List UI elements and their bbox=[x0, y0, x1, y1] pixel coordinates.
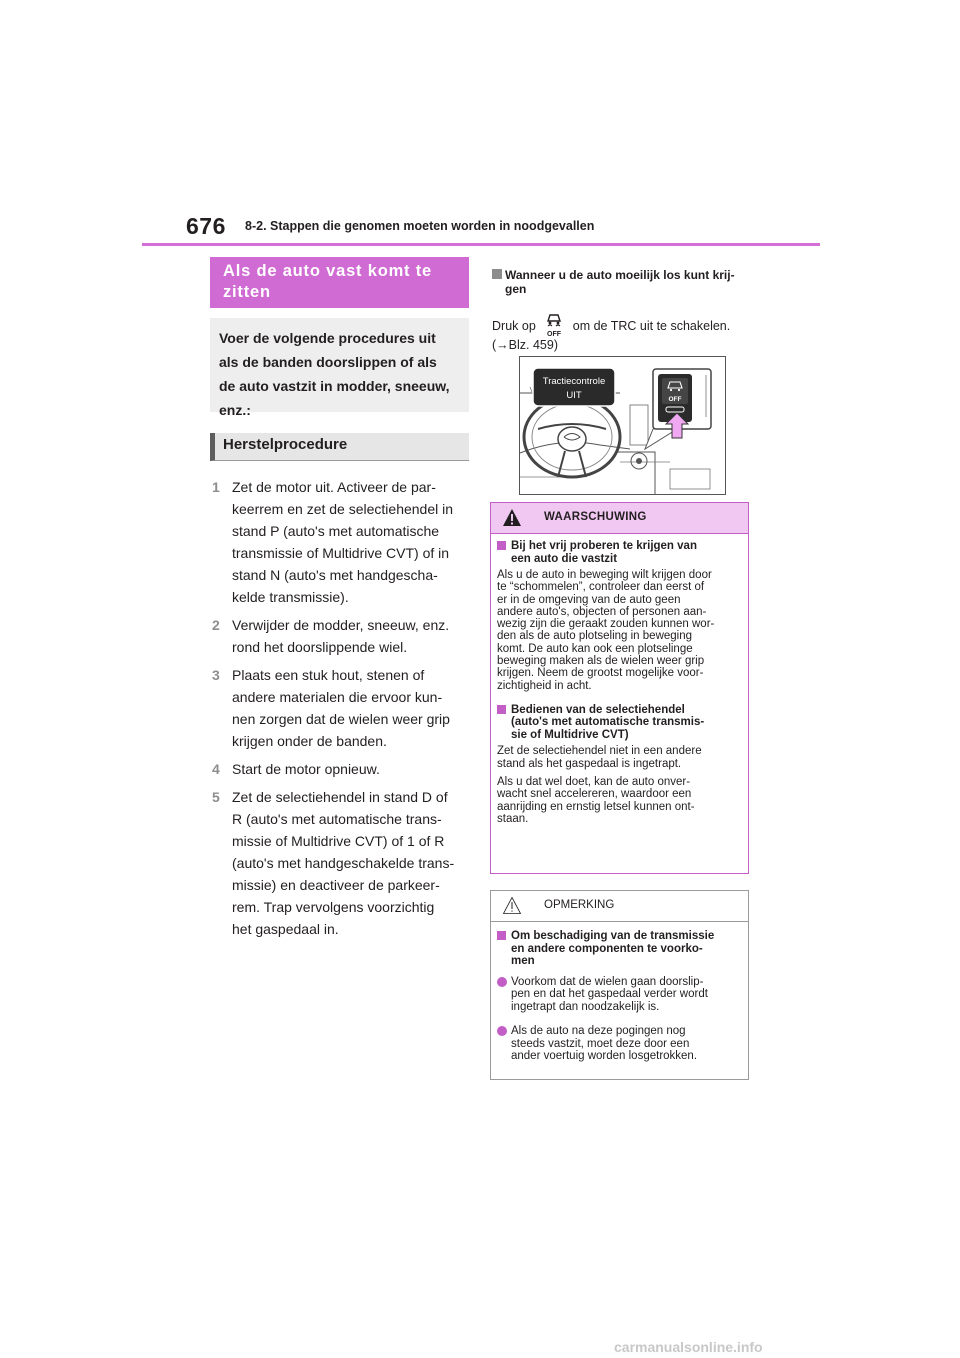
step-line: Zet de selectiehendel in stand D of bbox=[232, 789, 448, 805]
heading-line: Wanneer u de auto moeilijk los kunt krij- bbox=[505, 268, 735, 282]
text-line: steeds vastzit, moet deze door een bbox=[511, 1037, 690, 1050]
text-line: aanrijding en ernstig letsel kunnen ont- bbox=[497, 800, 695, 813]
intro-line: Voer de volgende procedures uit bbox=[219, 330, 436, 346]
step-line: het gaspedaal in. bbox=[232, 921, 339, 937]
step-line: kelde transmissie). bbox=[232, 589, 349, 605]
step-3 bbox=[212, 664, 474, 752]
header-rule bbox=[142, 243, 820, 246]
page-reference: (→Blz. 459) bbox=[492, 338, 558, 352]
text-line: andere auto's, objecten of personen aan- bbox=[497, 605, 707, 618]
note-box bbox=[490, 890, 749, 1080]
step-number: 4 bbox=[212, 761, 220, 777]
text-line: er in de omgeving van de auto geen bbox=[497, 593, 681, 606]
step-line: (auto's met handgeschakelde trans- bbox=[232, 855, 455, 871]
step-line: nen zorgen dat de wielen weer grip bbox=[232, 711, 450, 727]
step-line: andere materialen die ervoor kun- bbox=[232, 689, 443, 705]
section-title bbox=[210, 257, 469, 308]
note-heading bbox=[497, 930, 742, 968]
text-line: komt. De auto kan ook een plotselinge bbox=[497, 642, 693, 655]
text-line: pen en dat het gaspedaal verder wordt bbox=[511, 988, 708, 1000]
trc-icon-label: OFF bbox=[547, 331, 562, 338]
text-line: ander voertuig worden losgetrokken. bbox=[511, 1050, 698, 1062]
press-text-before: Druk op bbox=[492, 319, 536, 333]
trc-button-label: OFF bbox=[668, 396, 682, 403]
text-line: den als de auto plotseling in beweging bbox=[497, 630, 693, 643]
warning-paragraph bbox=[497, 745, 742, 770]
warning-triangle-icon bbox=[502, 508, 522, 527]
step-number: 5 bbox=[212, 789, 220, 805]
note-bullet bbox=[497, 976, 742, 1014]
note-bullet bbox=[497, 1025, 742, 1063]
step-4 bbox=[212, 758, 474, 780]
page-number: 676 bbox=[186, 213, 226, 239]
text-line: staan. bbox=[497, 812, 529, 825]
step-line: rem. Trap vervolgens voorzichtig bbox=[232, 899, 435, 915]
step-line: transmissie of Multidrive CVT) of in bbox=[232, 545, 450, 561]
text-line: krijgen. Neem de grootst mogelijke voor- bbox=[497, 667, 704, 680]
step-line: Zet de motor uit. Activeer de par- bbox=[232, 479, 436, 495]
square-bullet-icon bbox=[497, 541, 506, 550]
circle-bullet-icon bbox=[497, 977, 507, 987]
heading-line: Bedienen van de selectiehendel bbox=[511, 703, 685, 716]
caution-triangle-icon bbox=[502, 896, 522, 915]
warning-header bbox=[491, 503, 748, 534]
intro-line: als de banden doorslippen of als bbox=[219, 354, 437, 370]
text-line: wacht snel accelereren, waardoor een bbox=[497, 788, 692, 801]
watermark: carmanualsonline.info bbox=[614, 1339, 763, 1355]
step-number: 2 bbox=[212, 617, 220, 633]
step-line: Start de motor opnieuw. bbox=[232, 761, 380, 777]
text-line: zichtigheid in acht. bbox=[497, 679, 592, 692]
note-title: OPMERKING bbox=[544, 899, 615, 911]
intro-line: enz.: bbox=[219, 402, 251, 418]
intro-line: de auto vastzit in modder, sneeuw, bbox=[219, 378, 450, 394]
press-text-after: om de TRC uit te schakelen. bbox=[572, 319, 731, 333]
step-line: rond het doorslippende wiel. bbox=[232, 639, 408, 655]
text-line: ingetrapt dan noodzakelijk is. bbox=[511, 1000, 660, 1013]
square-bullet-icon bbox=[497, 705, 506, 714]
callout-label-line2: UIT bbox=[566, 390, 582, 401]
step-number: 1 bbox=[212, 479, 220, 495]
step-1 bbox=[212, 476, 474, 608]
callout-label-line1: Tractiecontrole bbox=[542, 376, 606, 387]
text-line: Als u dat wel doet, kan de auto onver- bbox=[497, 776, 691, 789]
text-line: Voorkom dat de wielen gaan doorslip- bbox=[511, 975, 704, 988]
square-bullet-icon bbox=[492, 269, 502, 279]
heading-line: men bbox=[511, 955, 535, 967]
heading-line: sie of Multidrive CVT) bbox=[511, 728, 629, 741]
heading-line: en andere componenten te voorko- bbox=[511, 942, 703, 955]
text-line: Als de auto na deze pogingen nog bbox=[511, 1025, 686, 1037]
note-header bbox=[491, 891, 748, 922]
press-instruction bbox=[492, 312, 762, 353]
text-line: Als u de auto in beweging wilt krijgen door bbox=[497, 569, 712, 581]
step-number: 3 bbox=[212, 667, 220, 683]
right-heading bbox=[492, 269, 756, 296]
text-line: te “schommelen”, controleer dan eerst of bbox=[497, 581, 705, 594]
step-line: krijgen onder de banden. bbox=[232, 733, 387, 749]
heading-line: Bij het vrij proberen te krijgen van bbox=[511, 540, 697, 552]
heading-line: Om beschadiging van de transmissie bbox=[511, 930, 715, 942]
dashboard-illustration bbox=[519, 356, 726, 495]
step-line: Plaats een stuk hout, stenen of bbox=[232, 667, 425, 683]
text-line: beweging maken als de wielen weer grip bbox=[497, 655, 705, 668]
intro-box bbox=[210, 318, 469, 418]
step-line: missie of Multidrive CVT) of 1 of R bbox=[232, 833, 445, 849]
circle-bullet-icon bbox=[497, 1026, 507, 1036]
step-line: Verwijder de modder, sneeuw, enz. bbox=[232, 617, 450, 633]
warning-paragraph bbox=[497, 569, 742, 692]
step-line: stand N (auto's met handgescha- bbox=[232, 567, 438, 583]
heading-line: gen bbox=[505, 281, 527, 296]
text-line: Zet de selectiehendel niet in een andere bbox=[497, 745, 702, 758]
text-line: wezig zijn die geraakt zouden kunnen wor- bbox=[497, 618, 715, 631]
step-line: missie) en deactiveer de parkeer- bbox=[232, 877, 440, 893]
step-5 bbox=[212, 786, 474, 940]
warning-box bbox=[490, 502, 749, 874]
section-title-line: zitten bbox=[223, 283, 271, 301]
heading-line: een auto die vastzit bbox=[511, 552, 618, 565]
step-line: R (auto's met automatische trans- bbox=[232, 811, 442, 827]
section-title-line: Als de auto vast komt te bbox=[223, 262, 432, 280]
procedure-steps bbox=[212, 476, 474, 946]
warning-paragraph bbox=[497, 776, 742, 825]
subsection-title: Herstelprocedure bbox=[210, 433, 469, 461]
warning-heading-1 bbox=[497, 540, 742, 565]
square-bullet-icon bbox=[497, 931, 506, 940]
warning-title: WAARSCHUWING bbox=[544, 511, 647, 523]
step-line: stand P (auto's met automatische bbox=[232, 523, 440, 539]
dashboard-drawing bbox=[520, 357, 725, 494]
heading-line: (auto's met automatische transmis- bbox=[511, 716, 705, 729]
trc-off-icon bbox=[541, 312, 567, 338]
step-2 bbox=[212, 614, 474, 658]
text-line: stand als het gaspedaal is ingetrapt. bbox=[497, 757, 682, 770]
warning-heading-2 bbox=[497, 704, 742, 742]
step-line: keerrem en zet de selectiehendel in bbox=[232, 501, 454, 517]
chapter-title: 8-2. Stappen die genomen moeten worden in noodgevallen bbox=[245, 219, 595, 233]
